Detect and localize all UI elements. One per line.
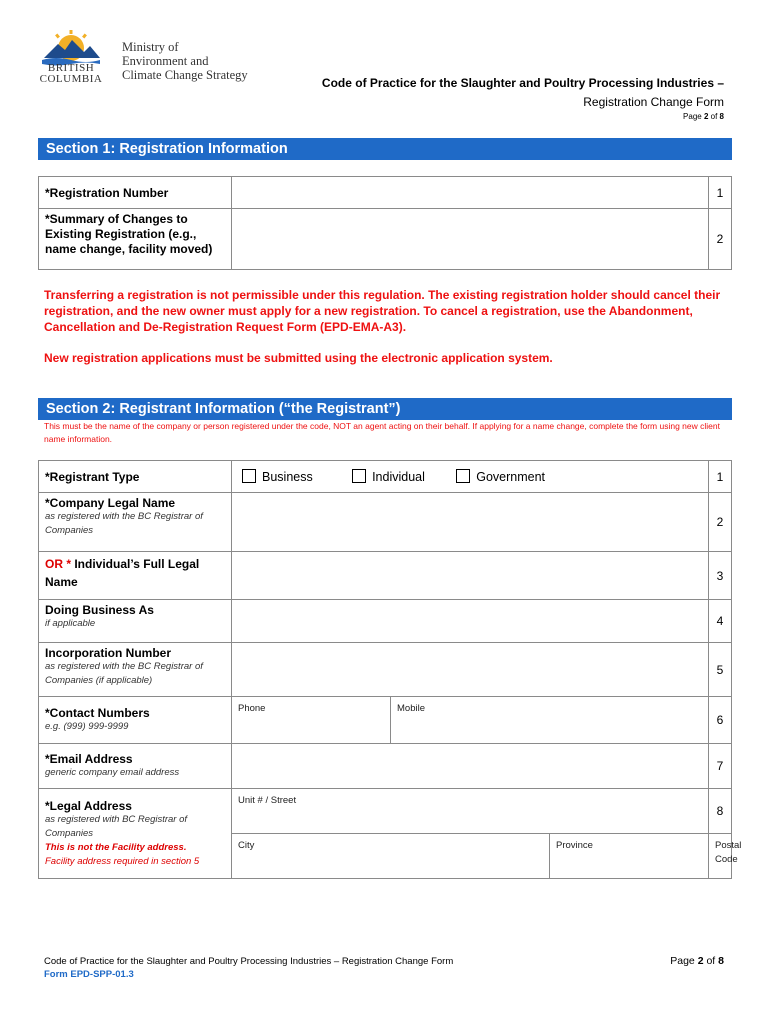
- email-address-field[interactable]: [232, 744, 709, 789]
- mobile-field[interactable]: Mobile: [391, 697, 709, 744]
- row-number: 2: [709, 209, 732, 270]
- document-title: Code of Practice for the Slaughter and Poultry Processing Industries – Registration Change Form: [321, 76, 724, 109]
- phone-field[interactable]: Phone: [232, 697, 391, 744]
- row-number: 8: [709, 789, 732, 834]
- table-row: [39, 789, 732, 834]
- registrant-type-label: *Registrant Type: [39, 461, 232, 493]
- registration-number-field[interactable]: [232, 177, 709, 209]
- summary-changes-label: *Summary of Changes to Existing Registration (e.g., name change, facility moved): [39, 209, 232, 270]
- table-row: [39, 643, 732, 697]
- individual-option[interactable]: Individual: [352, 469, 425, 484]
- company-legal-name-field[interactable]: [232, 493, 709, 552]
- registrant-type-options: [232, 461, 709, 493]
- individual-name-label: OR * Individual’s Full Legal Name: [39, 552, 232, 600]
- row-number: 5: [709, 643, 732, 697]
- section1-header: Section 1: Registration Information: [38, 138, 732, 160]
- transfer-warning: Transferring a registration is not permissible under this regulation. The existing registration holder should cancel their registration, and the new owner must apply for a new registration. To cancel a registration, use the Abandonment, Cancellation and De-Registration Request Form (EPD-EMA-A3).: [44, 288, 721, 334]
- row-number: 1: [709, 461, 732, 493]
- bc-wordmark: BRITISH COLUMBIA: [39, 62, 103, 85]
- table-row: [39, 209, 732, 270]
- row-number: 2: [709, 493, 732, 552]
- email-address-label: *Email Address generic company email address: [39, 744, 232, 789]
- table-row: [39, 600, 732, 643]
- footer: Code of Practice for the Slaughter and Poultry Processing Industries – Registration Change Form Form EPD-SPP-01.3: [44, 956, 454, 980]
- individual-name-field[interactable]: [232, 552, 709, 600]
- incorporation-number-field[interactable]: [232, 643, 709, 697]
- ministry-name: Ministry of Environment and Climate Change Strategy: [122, 40, 248, 82]
- unit-street-field[interactable]: Unit # / Street: [232, 789, 709, 834]
- table-row: [39, 177, 732, 209]
- registrant-note: This must be the name of the company or person registered under the code, NOT an agent acting on their behalf. If applying for a name change, complete the form using new client name information.: [44, 421, 720, 444]
- company-legal-name-label: *Company Legal Name as registered with the BC Registrar of Companies: [39, 493, 232, 552]
- section2-header: Section 2: Registrant Information (“the Registrant”): [38, 398, 732, 420]
- row-number: 6: [709, 697, 732, 744]
- row-number: 7: [709, 744, 732, 789]
- header-page-number: Page 2 of 8: [683, 112, 724, 121]
- table-row: [39, 493, 732, 552]
- electronic-application-notice: New registration applications must be submitted using the electronic application system.: [44, 351, 553, 365]
- doing-business-as-label: Doing Business As if applicable: [39, 600, 232, 643]
- contact-numbers-label: *Contact Numbers e.g. (999) 999-9999: [39, 697, 232, 744]
- section2-table: [38, 460, 742, 879]
- section1-table: [38, 176, 732, 270]
- government-checkbox[interactable]: [456, 469, 470, 483]
- registration-number-label: *Registration Number: [39, 177, 232, 209]
- bc-sun-mountain-icon: [38, 30, 104, 66]
- government-option[interactable]: Government: [456, 469, 545, 484]
- row-number: 4: [709, 600, 732, 643]
- legal-address-label: *Legal Address as registered with BC Registrar of Companies This is not the Facility address. Facility address required in section 5: [39, 789, 232, 879]
- table-row: [39, 552, 732, 600]
- doing-business-as-field[interactable]: [232, 600, 709, 643]
- table-row: [39, 461, 732, 493]
- business-option[interactable]: Business: [242, 469, 313, 484]
- row-number: 1: [709, 177, 732, 209]
- footer-page-number: Page 2 of 8: [670, 955, 724, 967]
- bc-gov-logo: [38, 30, 268, 90]
- table-row: [39, 697, 732, 744]
- individual-checkbox[interactable]: [352, 469, 366, 483]
- incorporation-number-label: Incorporation Number as registered with the BC Registrar of Companies (if applicable): [39, 643, 232, 697]
- province-field[interactable]: Province: [550, 834, 709, 879]
- postal-code-field[interactable]: Postal Code: [709, 834, 732, 879]
- city-field[interactable]: City: [232, 834, 550, 879]
- table-row: [39, 744, 732, 789]
- row-number: 3: [709, 552, 732, 600]
- business-checkbox[interactable]: [242, 469, 256, 483]
- summary-changes-field[interactable]: [232, 209, 709, 270]
